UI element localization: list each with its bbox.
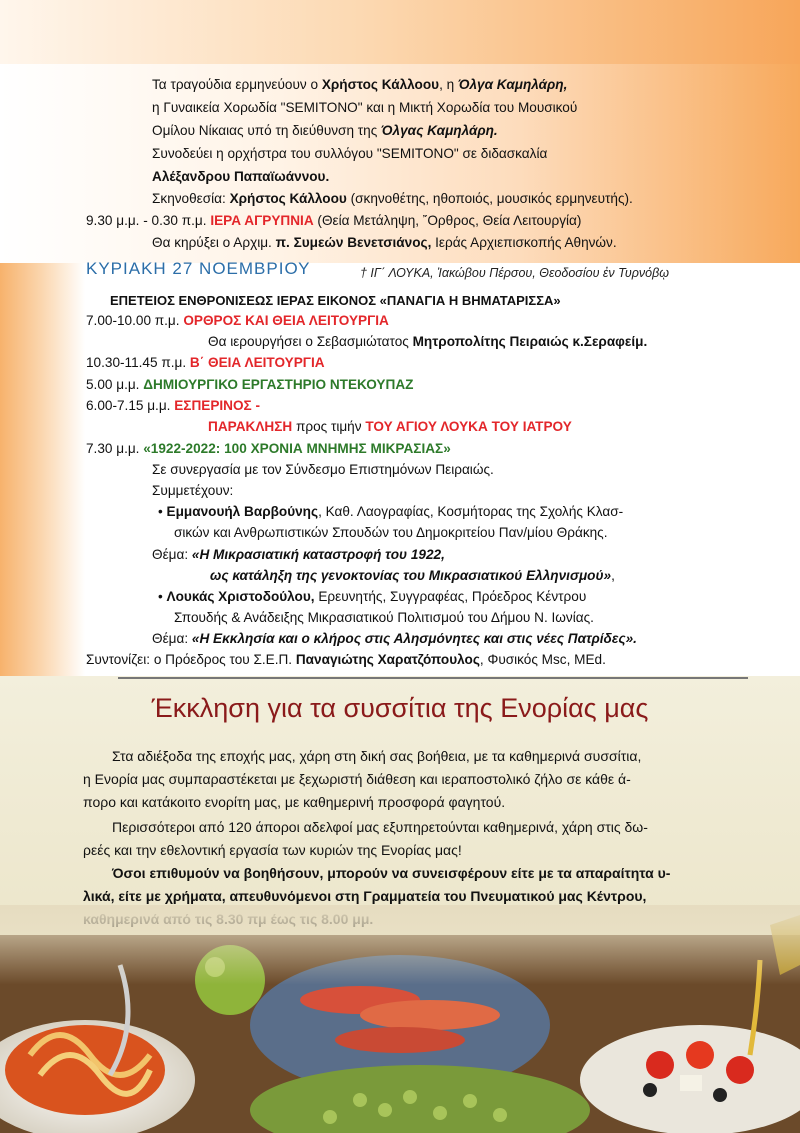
orchestra-line: Συνοδεύει η ορχήστρα του συλλόγου "SEMITONO" σε διδασκαλία	[152, 146, 548, 161]
celebrant-line: Θα ιερουργήσει ο Σεβασμιώτατος Μητροπολίτης Πειραιώς κ.Σεραφείμ.	[208, 334, 648, 349]
cooperation-line: Σε συνεργασία με τον Σύνδεσμο Επιστημόνων Πειραιώς.	[152, 462, 494, 477]
performers-line-3: Ομίλου Νίκαιας υπό τη διεύθυνση της Όλγας Καμηλάρη.	[152, 123, 498, 138]
speaker-2-line: • Λουκάς Χριστοδούλου, Ερευνητής, Συγγραφέας, Πρόεδρος Κέντρου	[158, 589, 587, 604]
workshop-line: 5.00 μ.μ. ΔΗΜΙΟΥΡΓΙΚΟ ΕΡΓΑΣΤΗΡΙΟ ΝΤΕΚΟΥΠΑΖ	[86, 377, 414, 392]
anniversary-line: ΕΠΕΤΕΙΟΣ ΕΝΘΡΟΝΙΣΕΩΣ ΙΕΡΑΣ ΕΙΚΟΝΟΣ «ΠΑΝΑΓΙΑ Η ΒΗΜΑΤΑΡΙΣΣΑ»	[110, 293, 561, 308]
second-liturgy-line: 10.30-11.45 π.μ. Β΄ ΘΕΙΑ ΛΕΙΤΟΥΡΓΙΑ	[86, 355, 325, 370]
appeal-p2-line-2: ρεές και την εθελοντική εργασία των κυριών της Ενορίας μας!	[83, 842, 462, 858]
speaker-2-line-2: Σπουδής & Ανάδειξης Μικρασιατικού Πολιτισμού του Δήμου Ν. Ιωνίας.	[174, 610, 594, 625]
performers-line-1: Τα τραγούδια ερμηνεύουν ο Χρήστος Κάλλοου, η Όλγα Καμηλάρη,	[152, 77, 568, 92]
appeal-p1-line-2: η Ενορία μας συμπαραστέκεται με ξεχωριστή διάθεση και ιεραποστολικό ζήλο σε κάθε ά-	[83, 771, 631, 787]
appeal-p3-line-1: Όσοι επιθυμούν να βοηθήσουν, μπορούν να συνεισφέρουν είτε με τα απαραίτητα υ-	[112, 865, 671, 881]
direction-line: Σκηνοθεσία: Χρήστος Κάλλοου (σκηνοθέτης, ηθοποιός, μουσικός ερμηνευτής).	[152, 191, 633, 206]
moderator-line: Συντονίζει: ο Πρόεδρος του Σ.Ε.Π. Παναγιώτης Χαρατζόπουλος, Φυσικός Msc, MEd.	[86, 652, 606, 667]
image-fade	[0, 905, 800, 1133]
paraklesis-line: ΠΑΡΑΚΛΗΣΗ προς τιμήν ΤΟΥ ΑΓΙΟΥ ΛΟΥΚΑ ΤΟΥ ΙΑΤΡΟΥ	[208, 419, 572, 434]
food-illustration	[0, 905, 800, 1133]
topic-2-line: Θέμα: «Η Εκκλησία και ο κλήρος στις Αλησμόνητες και στις νέες Πατρίδες».	[152, 631, 637, 646]
topic-1-line: Θέμα: «Η Μικρασιατική καταστροφή του 1922,	[152, 547, 445, 562]
feast-line: † ΙΓ΄ ΛΟΥΚΑ, Ἰακώβου Πέρσου, Θεοδοσίου ἐν Τυρνόβῳ	[360, 266, 669, 280]
speaker-1-line: • Εμμανουήλ Βαρβούνης, Καθ. Λαογραφίας, Κοσμήτορας της Σχολής Κλασ-	[158, 504, 624, 519]
speaker-1-line-2: σικών και Ανθρωπιστικών Σπουδών του Δημοκριτείου Παν/μίου Θράκης.	[174, 525, 608, 540]
appeal-p1-line-3: πορο και κατάκοιτο ενορίτη μας, με καθημερινή προσφορά φαγητού.	[83, 794, 506, 810]
left-orange-margin	[0, 263, 85, 676]
topic-1-line-2: ως κατάληξη της γενοκτονίας του Μικρασιατικού Ελληνισμού»,	[210, 568, 615, 583]
appeal-p3-line-2: λικά, είτε με χρήματα, απευθυνόμενοι στη Γραμματεία του Πνευματικού μας Κέντρου,	[83, 888, 647, 904]
orchestra-teacher: Αλέξανδρου Παπαϊωάννου.	[152, 169, 330, 184]
preacher-line: Θα κηρύξει ο Αρχιμ. π. Συμεών Βενετσιάνος, Ιεράς Αρχιεπισκοπής Αθηνών.	[152, 235, 617, 250]
orthros-line: 7.00-10.00 π.μ. ΟΡΘΡΟΣ ΚΑΙ ΘΕΙΑ ΛΕΙΤΟΥΡΓΙΑ	[86, 313, 389, 328]
asia-minor-event-line: 7.30 μ.μ. «1922-2022: 100 ΧΡΟΝΙΑ ΜΝΗΜΗΣ ΜΙΚΡΑΣΙΑΣ»	[86, 441, 451, 456]
appeal-title: Έκκληση για τα συσσίτια της Ενορίας μας	[151, 693, 649, 723]
appeal-p2-line-1: Περισσότεροι από 120 άποροι αδελφοί μας εξυπηρετούνται καθημερινά, χάρη στις δω-	[112, 819, 648, 835]
vigil-line: 9.30 μ.μ. - 0.30 π.μ. ΙΕΡΑ ΑΓΡΥΠΝΙΑ (Θεία Μετάληψη, ῎Ορθρος, Θεία Λειτουργία)	[86, 213, 582, 228]
top-header-strip	[0, 0, 800, 64]
participants-label: Συμμετέχουν:	[152, 483, 234, 498]
sunday-heading: ΚΥΡΙΑΚΗ 27 ΝΟΕΜΒΡΙΟΥ	[86, 259, 311, 278]
vespers-line: 6.00-7.15 μ.μ. ΕΣΠΕΡΙΝΟΣ -	[86, 398, 261, 413]
appeal-p1-line-1: Στα αδιέξοδα της εποχής μας, χάρη στη δική σας βοήθεια, με τα καθημερινά συσσίτια,	[112, 748, 642, 764]
section-divider	[118, 677, 748, 679]
performers-line-2: η Γυναικεία Χορωδία "SEMITONO" και η Μικτή Χορωδία του Μουσικού	[152, 100, 578, 115]
